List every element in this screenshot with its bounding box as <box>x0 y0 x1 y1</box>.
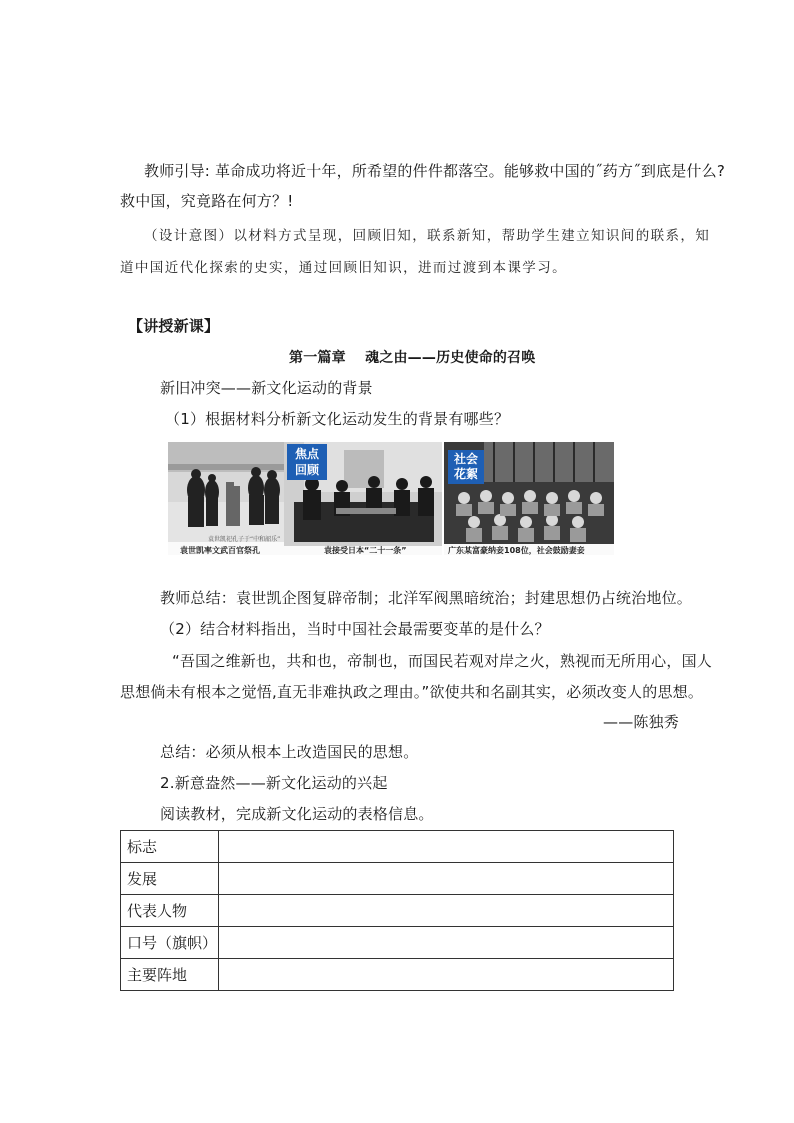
table-instruction: 阅读教材，完成新文化运动的表格信息。 <box>160 805 434 823</box>
question-2: （2）结合材料指出，当时中国社会最需要变革的是什么？ <box>160 620 550 638</box>
table-label-cell: 口号（旗帜） <box>121 927 219 959</box>
photo-social-caption: 广东某富豪纳妾108位，社会鼓励妻妾 <box>448 546 585 555</box>
table-row <box>121 927 674 959</box>
photo-social-news <box>444 442 614 555</box>
table-value-cell[interactable] <box>219 927 674 959</box>
design-intent-line-2: 道中国近代化探索的史实，通过回顾旧知识，进而过渡到本课学习。 <box>120 260 567 276</box>
subheading-rise: 2.新意盎然——新文化运动的兴起 <box>160 774 388 792</box>
table-row <box>121 831 674 863</box>
badge-social-news-line-1: 社会 <box>453 452 478 466</box>
design-intent-line-1: （设计意图）以材料方式呈现，回顾旧知，联系新知，帮助学生建立知识间的联系，知 <box>144 228 711 244</box>
subheading-background: 新旧冲突——新文化运动的背景 <box>160 379 373 397</box>
photo-worship-confucius-image <box>168 442 300 542</box>
table-label-cell: 代表人物 <box>121 895 219 927</box>
summary-2: 总结：必须从根本上改造国民的思想。 <box>160 743 419 761</box>
section-heading: 【讲授新课】 <box>128 317 220 335</box>
table-label-cell: 主要阵地 <box>121 959 219 991</box>
badge-focus-review-line-1: 焦点 <box>294 447 319 461</box>
intro-line-1: 教师引导: 革命成功将近十年，所希望的件件都落空。能够救中国的˝药方˝到底是什么? <box>144 162 725 180</box>
table-label-cell: 发展 <box>121 863 219 895</box>
photo-demands-caption: 袁接受日本“二十一条” <box>324 546 407 555</box>
quote-line-2: 思想倘未有根本之觉悟,直无非难执政之理由。”欲使共和名副其实，必须改变人的思想。 <box>120 683 704 701</box>
photo-worship-inner-caption: 袁世凯祀孔子于“中和韶乐” <box>208 536 281 543</box>
intro-line-2: 救中国，究竟路在何方？! <box>120 192 294 210</box>
table-row <box>121 863 674 895</box>
chapter-title: 第一篇章 魂之由——历史使命的召唤 <box>289 350 536 366</box>
quote-line-1: “吾国之维新也，共和也，帝制也，而国民若观对岸之火，熟视而无所用心，国人 <box>172 652 712 670</box>
badge-social-news <box>448 450 484 484</box>
badge-social-news-line-2: 花絮 <box>453 467 478 481</box>
teacher-summary-1: 教师总结：袁世凯企图复辟帝制；北洋军阀黑暗统治；封建思想仍占统治地位。 <box>160 589 693 607</box>
badge-focus-review <box>287 444 327 480</box>
table-value-cell[interactable] <box>219 895 674 927</box>
question-1: （1）根据材料分析新文化运动发生的背景有哪些？ <box>165 410 510 428</box>
new-culture-movement-table <box>120 830 674 991</box>
table-value-cell[interactable] <box>219 863 674 895</box>
photo-twenty-one-demands <box>284 442 442 555</box>
photo-strip <box>168 442 624 555</box>
photo-worship-confucius <box>168 442 300 555</box>
table-value-cell[interactable] <box>219 831 674 863</box>
table-label-cell: 标志 <box>121 831 219 863</box>
table-row <box>121 895 674 927</box>
photo-worship-caption: 袁世凯率文武百官祭孔 <box>180 546 260 555</box>
table-value-cell[interactable] <box>219 959 674 991</box>
badge-focus-review-line-2: 回顾 <box>294 463 319 477</box>
quote-author: ——陈独秀 <box>603 713 680 731</box>
table-row <box>121 959 674 991</box>
